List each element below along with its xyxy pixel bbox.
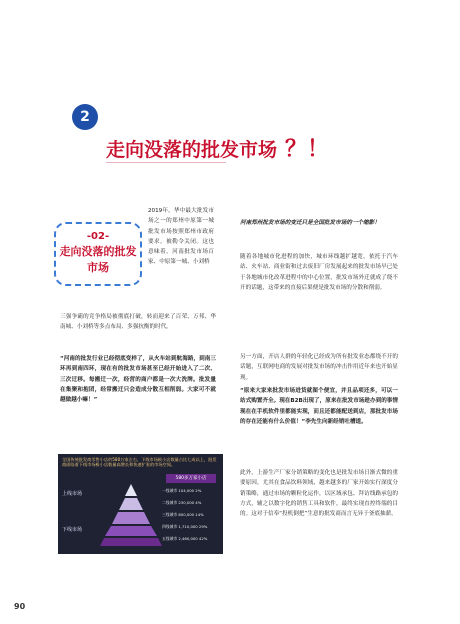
pyramid-tier-4 (105, 526, 157, 536)
title-punctuation: ？！ (285, 137, 330, 162)
intro-paragraph: 2019年，华中最大批发市场之一的郑州中原第一城批发市场按照郑州市政府要求，被勒令关闭。这也意味着，河南批发市场百家、中原第一城、小刘桥 (148, 208, 214, 266)
page-number: 90 (14, 602, 26, 611)
right-paragraph-1: 随着各地城市化进程的加快，城市环线越扩越宽，依托于汽车站、火车站、商业街和过去废旧厂房发展起来的批发市场早已处于各地城市化改革进程中的中心位置，批发市场外迁就成了绕不开的话题，这带来的直接后果便是批发市场的分散和削弱。 (240, 254, 398, 291)
figure-side-label-upper: 上线市场 (62, 491, 83, 497)
title-underline (106, 162, 226, 163)
section-label-box (54, 222, 142, 286)
section-number: -02- (86, 231, 110, 242)
chapter-number-badge: 2 (72, 104, 98, 130)
pyramid-tier-3 (112, 512, 150, 524)
retail-store-pyramid-figure (58, 454, 223, 554)
right-lead-paragraph: 河南郑州批发市场的变迁只是全国批发市场的一个缩影！ (240, 220, 380, 226)
quote-paragraph: “河南的批发行业已经彻底变样了，从火车站到航海路，到南三环再到南四环，现在有的批发市场甚至已经开始进入了二次、三次迁移。每搬迁一次，经营的商户都是一次大洗牌。批发量在集聚和抱团，经常搬迁只会造成分散互相削弱。大家可不就越做越小嘛！” (60, 356, 216, 404)
figure-badge: 580多万家小店 (166, 474, 216, 483)
pyramid-tier-1 (125, 484, 137, 496)
pyramid-tier-5 (100, 538, 162, 546)
figure-row: 二线城市 230,000 4% (162, 500, 202, 505)
right-paragraph-3: 此外，上游生产厂家分销策略的变化也是批发市场日渐式微的重要原因。尤其在食品饮料领域，越来越多的厂家开始实行深度分销策略，通过市场的颗粒化运作，以区域承包、拜访线路承包的方式，辅之以数字化的销售工具和软件，最终实现直控终端的目的。这对于信奉“投机倒把”生意的批发商而言无异于釜底抽薪。 (240, 470, 398, 518)
right-quote-paragraph: “原来大家来批发市场进货就图个便宜，并且品项还多，可以一站式购置齐全。现在B2B出现了，原来在批发市场趁办到的事情现在在手机软件里都能实现，而且还都能配送到店，那批发市场的存在还能有什么价值！”李先生向新经销吐槽道。 (240, 388, 398, 425)
figure-row: 三线城市 800,000 14% (162, 512, 204, 517)
figure-row: 五线城市 2,460,000 42% (162, 536, 208, 541)
figure-row: 四线城市 1,710,000 29% (162, 524, 208, 529)
pyramid-graphic (98, 482, 164, 548)
right-paragraph-2: 另一方面，开店人群的年轻化已经成为所有批发业态都绕不开的话题，互联网电商的发展对批发市场的冲击作用近年来也开始显现。 (240, 354, 398, 381)
page-title (106, 132, 406, 162)
title-text: 走向没落的批发市场 (106, 139, 278, 161)
figure-row: 一线城市 104,000 2% (162, 488, 202, 493)
section-label-title: 走向没落的批发市场 (59, 245, 137, 274)
pyramid-tier-2 (119, 498, 143, 510)
figure-side-label-lower: 下线市场 (62, 527, 83, 533)
figure-caption: 全国传统批发商零售小店约580万家左右，下线市场极小店数量占比七成以上，批发商面临着下线市场极小店数量高增长和快速扩张的市场空间。 (62, 457, 217, 468)
intro-paragraph-continued: 三强争霸的竞争格局被彻底打破，转而迎来了百荣、万邦、华南城、小刘桥等多点布局、多强抗衡的时代。 (60, 314, 216, 331)
